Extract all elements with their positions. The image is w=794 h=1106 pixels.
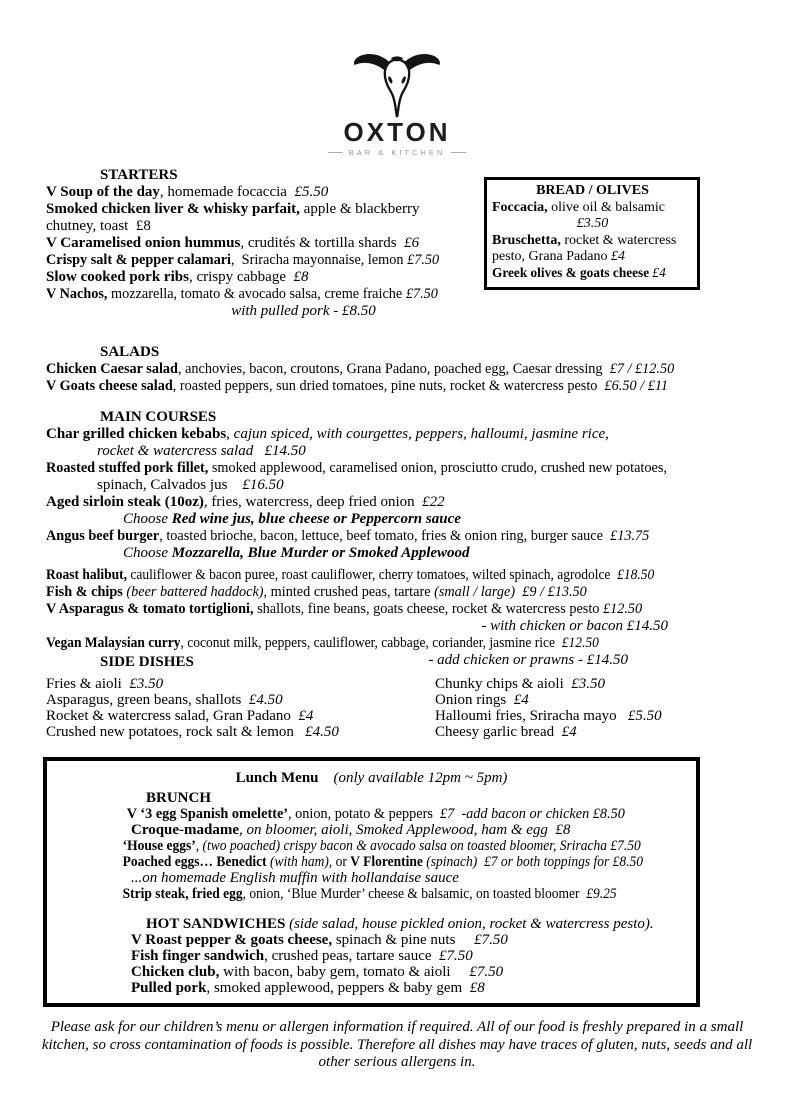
menu-item: V Roast pepper & goats cheese, spinach & pine nuts £7.50: [131, 932, 508, 948]
section-header-side-dishes: SIDE DISHES: [100, 654, 194, 670]
choice-note: Choose Mozzarella, Blue Murder or Smoked Applewood: [123, 545, 470, 561]
choice-note: Choose Red wine jus, blue cheese or Peppercorn sauce: [123, 511, 461, 527]
price-note: £3.50: [576, 216, 609, 231]
logo-subtitle-text: BAR & KITCHEN: [348, 148, 446, 157]
menu-item: Chicken club, with bacon, baby gem, tomato & aioli £7.50: [131, 964, 504, 980]
menu-item: Chicken Caesar salad, anchovies, bacon, croutons, Grana Padano, poached egg, Caesar dressing £7 / £12.50: [46, 361, 675, 377]
menu-item: V Caramelised onion hummus, crudités & tortilla shards £6: [46, 235, 420, 251]
side-dishes-columns: [46, 676, 712, 740]
side-dishes-right-column: [435, 676, 712, 740]
menu-item: V Goats cheese salad, roasted peppers, sun dried tomatoes, pine nuts, rocket & watercress pesto £6.50 / £11: [46, 378, 669, 394]
section-header-salads: SALADS: [100, 344, 160, 360]
menu-item: Fish finger sandwich, crushed peas, tartare sauce £7.50: [131, 948, 473, 964]
menu-item: Poached eggs… Benedict (with ham), or V Florentine (spinach) £7 or both toppings for £8.50: [122, 854, 643, 870]
menu-item: Cheesy garlic bread £4: [435, 724, 577, 740]
lunch-menu-title: Lunch Menu (only available 12pm ~ 5pm): [235, 770, 508, 786]
price-note: - with chicken or bacon £14.50: [481, 618, 668, 634]
menu-item: Roast halibut, cauliflower & bacon puree, roast cauliflower, cherry tomatoes, wilted spinach, agrodolce £18.50: [46, 567, 655, 583]
salads-section: [46, 344, 712, 395]
menu-item: Fries & aioli £3.50: [46, 676, 164, 692]
menu-item: Greek olives & goats cheese £4: [492, 265, 666, 281]
section-header-brunch: BRUNCH: [146, 790, 212, 806]
menu-item: Foccacia, olive oil & balsamic: [492, 199, 666, 215]
menu-item: Bruschetta, rocket & watercress: [492, 232, 677, 248]
menu-item: Asparagus, green beans, shallots £4.50: [46, 692, 283, 708]
section-header-main-courses: MAIN COURSES: [100, 409, 217, 425]
menu-item-continuation: ...on homemade English muffin with hollandaise sauce: [131, 870, 459, 886]
menu-item: V ‘3 egg Spanish omelette’, onion, potato & peppers £7 -add bacon or chicken £8.50: [126, 806, 625, 822]
side-dishes-left-column: [46, 676, 435, 740]
menu-item: Angus beef burger, toasted brioche, bacon, lettuce, beef tomato, fries & onion ring, burger sauce £13.75: [46, 528, 650, 544]
bull-skull-icon: [351, 46, 443, 122]
side-dishes-header: [46, 654, 712, 670]
menu-item: Rocket & watercress salad, Gran Padano £4: [46, 708, 314, 724]
menu-item: Chunky chips & aioli £3.50: [435, 676, 605, 692]
menu-item: V Asparagus & tomato tortiglioni, shallots, fine beans, goats cheese, rocket & watercress pesto £12.50: [46, 601, 643, 617]
menu-item: Strip steak, fried egg, onion, ‘Blue Murder’ cheese & balsamic, on toasted bloomer £9.25: [122, 886, 617, 902]
menu-item-continuation: pesto, Grana Padano £4: [492, 249, 625, 264]
lunch-menu-box: [43, 757, 700, 1007]
menu-item-continuation: chutney, toast £8: [46, 218, 151, 234]
section-header-starters: STARTERS: [100, 167, 178, 183]
menu-item: Aged sirloin steak (10oz), fries, watercress, deep fried onion £22: [46, 494, 445, 510]
restaurant-logo: [0, 46, 794, 157]
main-courses-section: [46, 409, 712, 669]
allergen-notice-line: kitchen, so cross contamination of foods is possible. Therefore all dishes may have traces of gluten, nuts, seeds and all: [41, 1036, 753, 1053]
price-note: with pulled pork - £8.50: [231, 303, 376, 319]
menu-item: Pulled pork, smoked applewood, peppers & baby gem £8: [131, 980, 485, 996]
menu-item: ‘House eggs’, (two poached) crispy bacon & avocado salsa on toasted bloomer, Sriracha £7.50: [122, 838, 641, 854]
starters-section: [46, 167, 476, 320]
menu-item: Crushed new potatoes, rock salt & lemon £4.50: [46, 724, 339, 740]
logo-subtitle: [0, 148, 794, 157]
menu-item: Vegan Malaysian curry, coconut milk, peppers, cauliflower, cabbage, coriander, jasmine rice £12.50: [46, 635, 599, 651]
price-note: - add chicken or prawns - £14.50: [428, 652, 628, 668]
menu-item: Croque-madame, on bloomer, aioli, Smoked Applewood, ham & egg £8: [131, 822, 571, 838]
menu-item: Onion rings £4: [435, 692, 529, 708]
menu-item: Fish & chips (beer battered haddock), minted crushed peas, tartare (small / large) £9 / £13.50: [46, 584, 587, 600]
menu-item-continuation: rocket & watercress salad £14.50: [97, 443, 306, 459]
menu-item-continuation: spinach, Calvados jus £16.50: [97, 477, 284, 493]
menu-item: V Nachos, mozzarella, tomato & avocado salsa, creme fraiche £7.50: [46, 286, 438, 302]
bread-olives-box: [484, 177, 700, 290]
menu-item: Roasted stuffed pork fillet, smoked applewood, caramelised onion, prosciutto crudo, crushed new potatoes,: [46, 460, 667, 476]
menu-item: Char grilled chicken kebabs, cajun spiced, with courgettes, peppers, halloumi, jasmine rice,: [46, 426, 609, 442]
menu-item: V Soup of the day, homemade focaccia £5.50: [46, 184, 329, 200]
side-dishes-section: [46, 654, 712, 740]
allergen-notice-line: Please ask for our children’s menu or allergen information if required. All of our food is freshly prepared in a small: [50, 1019, 744, 1035]
section-header-bread-olives: BREAD / OLIVES: [536, 183, 649, 198]
menu-item: Crispy salt & pepper calamari, Sriracha mayonnaise, lemon £7.50: [46, 252, 440, 268]
menu-item: Smoked chicken liver & whisky parfait, apple & blackberry: [46, 201, 420, 217]
allergen-notice: [0, 1019, 794, 1072]
section-header-hot-sandwiches: HOT SANDWICHES (side salad, house pickled onion, rocket & watercress pesto).: [146, 916, 654, 932]
menu-item: Slow cooked pork ribs, crispy cabbage £8: [46, 269, 309, 285]
subtitle-rule-left: [328, 152, 343, 153]
subtitle-rule-right: [451, 152, 466, 153]
logo-title: OXTON: [343, 117, 451, 147]
allergen-notice-line: other serious allergens in.: [318, 1054, 476, 1070]
menu-item: Halloumi fries, Sriracha mayo £5.50: [435, 708, 662, 724]
